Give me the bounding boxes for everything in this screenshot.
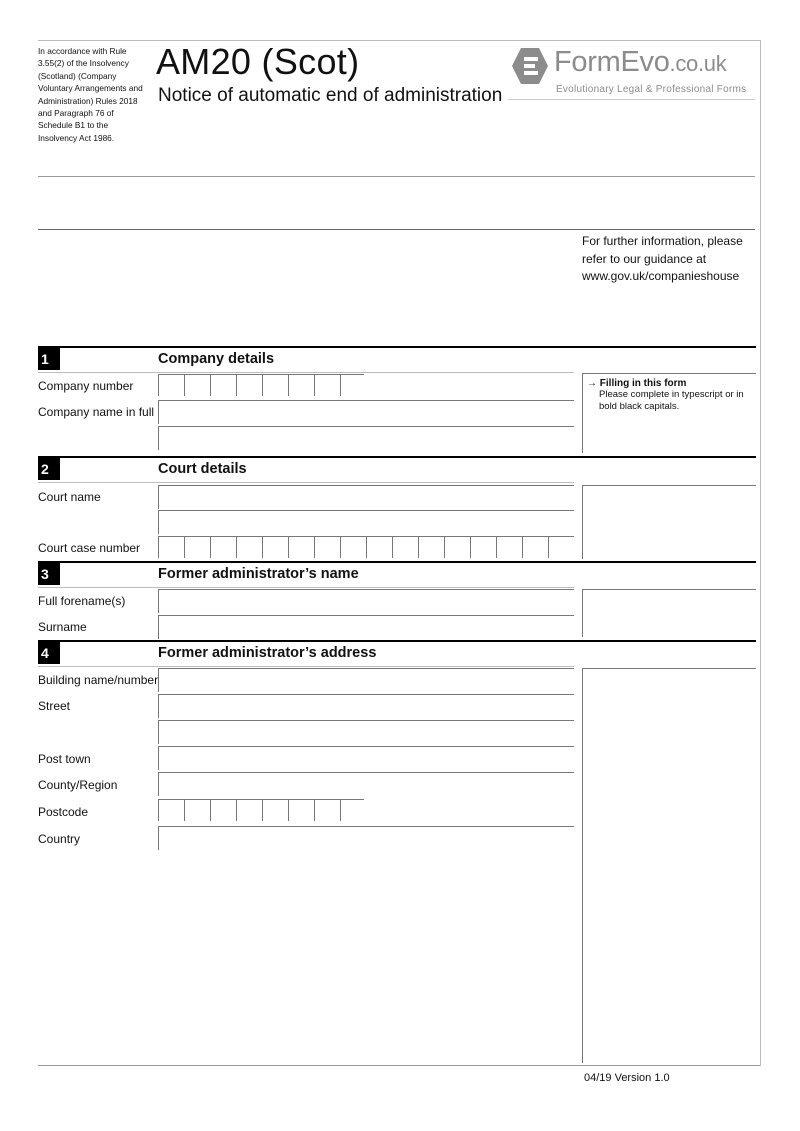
court-case-number-label: Court case number <box>38 541 141 555</box>
building-field[interactable] <box>158 668 574 692</box>
filling-in-note <box>582 373 756 453</box>
post-town-field[interactable] <box>158 746 574 770</box>
court-case-char-9[interactable] <box>366 536 392 558</box>
company-number-char-5[interactable] <box>262 374 288 396</box>
form-title: Notice of automatic end of administration <box>158 85 503 106</box>
section-1-number: 1 <box>38 348 60 370</box>
court-name-label: Court name <box>38 490 101 504</box>
section-1-title: Company details <box>158 351 275 367</box>
section-1-underline <box>38 372 574 373</box>
court-case-char-3[interactable] <box>210 536 236 558</box>
street-field-line-1[interactable] <box>158 694 574 718</box>
section-1-rule <box>38 346 756 348</box>
court-case-char-7[interactable] <box>314 536 340 558</box>
filling-in-note-title: Filling in this form <box>599 378 687 389</box>
court-case-char-14[interactable] <box>496 536 522 558</box>
arrow-right-icon: → <box>587 378 597 389</box>
county-field[interactable] <box>158 772 574 796</box>
forenames-label: Full forename(s) <box>38 594 126 608</box>
company-number-char-6[interactable] <box>288 374 314 396</box>
company-number-char-8[interactable] <box>340 374 364 396</box>
formevo-logo <box>511 44 759 100</box>
section-4-title: Former administrator’s address <box>158 645 377 661</box>
section-2-title: Court details <box>158 461 247 477</box>
logo-name: FormEvo <box>554 46 670 78</box>
postcode-char-3[interactable] <box>210 799 236 821</box>
company-number-char-3[interactable] <box>210 374 236 396</box>
company-name-label: Company name in full <box>38 405 155 419</box>
postcode-char-6[interactable] <box>288 799 314 821</box>
court-name-field-line-2[interactable] <box>158 510 574 534</box>
section-4-number: 4 <box>38 642 60 664</box>
company-number-char-4[interactable] <box>236 374 262 396</box>
court-case-char-4[interactable] <box>236 536 262 558</box>
company-name-field-line-1[interactable] <box>158 400 574 424</box>
form-version: 04/19 Version 1.0 <box>584 1072 670 1084</box>
court-case-char-5[interactable] <box>262 536 288 558</box>
court-case-char-10[interactable] <box>392 536 418 558</box>
company-name-field-line-2[interactable] <box>158 426 574 450</box>
court-case-char-2[interactable] <box>184 536 210 558</box>
company-number-char-1[interactable] <box>158 374 184 396</box>
court-name-field-line-1[interactable] <box>158 485 574 509</box>
court-case-char-12[interactable] <box>444 536 470 558</box>
surname-field[interactable] <box>158 615 574 639</box>
company-number-char-7[interactable] <box>314 374 340 396</box>
court-case-char-15[interactable] <box>522 536 548 558</box>
court-case-char-13[interactable] <box>470 536 496 558</box>
postcode-char-1[interactable] <box>158 799 184 821</box>
postcode-label: Postcode <box>38 805 89 819</box>
company-number-char-2[interactable] <box>184 374 210 396</box>
forenames-field[interactable] <box>158 589 574 613</box>
page-right-border <box>760 40 761 1066</box>
building-label: Building name/number <box>38 673 159 687</box>
court-case-char-11[interactable] <box>418 536 444 558</box>
section-3-number: 3 <box>38 563 60 585</box>
logo-underline <box>508 99 755 100</box>
logo-tagline: Evolutionary Legal & Professional Forms <box>556 84 747 95</box>
street-field-line-2[interactable] <box>158 720 574 744</box>
header-divider <box>38 176 755 177</box>
court-case-char-6[interactable] <box>288 536 314 558</box>
section-2-rule <box>38 456 756 458</box>
section-2-underline <box>38 482 574 483</box>
page-bottom-border <box>38 1065 760 1066</box>
post-town-label: Post town <box>38 752 91 766</box>
postcode-char-8[interactable] <box>340 799 364 821</box>
section-3-rule <box>38 561 756 563</box>
county-label: County/Region <box>38 778 118 792</box>
postcode-char-7[interactable] <box>314 799 340 821</box>
street-label: Street <box>38 699 71 713</box>
section-4-notes-panel <box>582 668 756 1063</box>
section-2-number: 2 <box>38 458 60 480</box>
form-code: AM20 (Scot) <box>156 41 360 82</box>
guidance-text: For further information, please refer to our guidance at www.gov.uk/companieshouse <box>582 234 743 283</box>
formevo-hexagon-icon <box>511 47 549 85</box>
section-2-notes-panel <box>582 485 756 559</box>
logo-domain: .co.uk <box>669 51 727 76</box>
filling-in-note-body: Please complete in typescript or in bold black capitals. <box>599 389 744 412</box>
court-case-char-8[interactable] <box>340 536 366 558</box>
court-case-char-16[interactable] <box>548 536 574 558</box>
country-field[interactable] <box>158 826 574 850</box>
postcode-char-2[interactable] <box>184 799 210 821</box>
section-3-title: Former administrator’s name <box>158 566 359 582</box>
surname-label: Surname <box>38 620 87 634</box>
company-number-label: Company number <box>38 379 134 393</box>
section-4-rule <box>38 640 756 642</box>
section-3-notes-panel <box>582 589 756 637</box>
section-4-underline <box>38 666 574 667</box>
legal-reference: In accordance with Rule 3.55(2) of the Insolvency (Scotland) (Company Voluntary Arrangements and Administration) Rules 2018 and Paragraph 76 of Schedule B1 to the Insolvency Act 1986. <box>38 46 143 143</box>
page-top-border <box>38 40 760 41</box>
court-case-char-1[interactable] <box>158 536 184 558</box>
guidance-divider <box>38 229 755 230</box>
country-label: Country <box>38 832 81 846</box>
section-3-underline <box>38 587 574 588</box>
postcode-char-4[interactable] <box>236 799 262 821</box>
postcode-char-5[interactable] <box>262 799 288 821</box>
